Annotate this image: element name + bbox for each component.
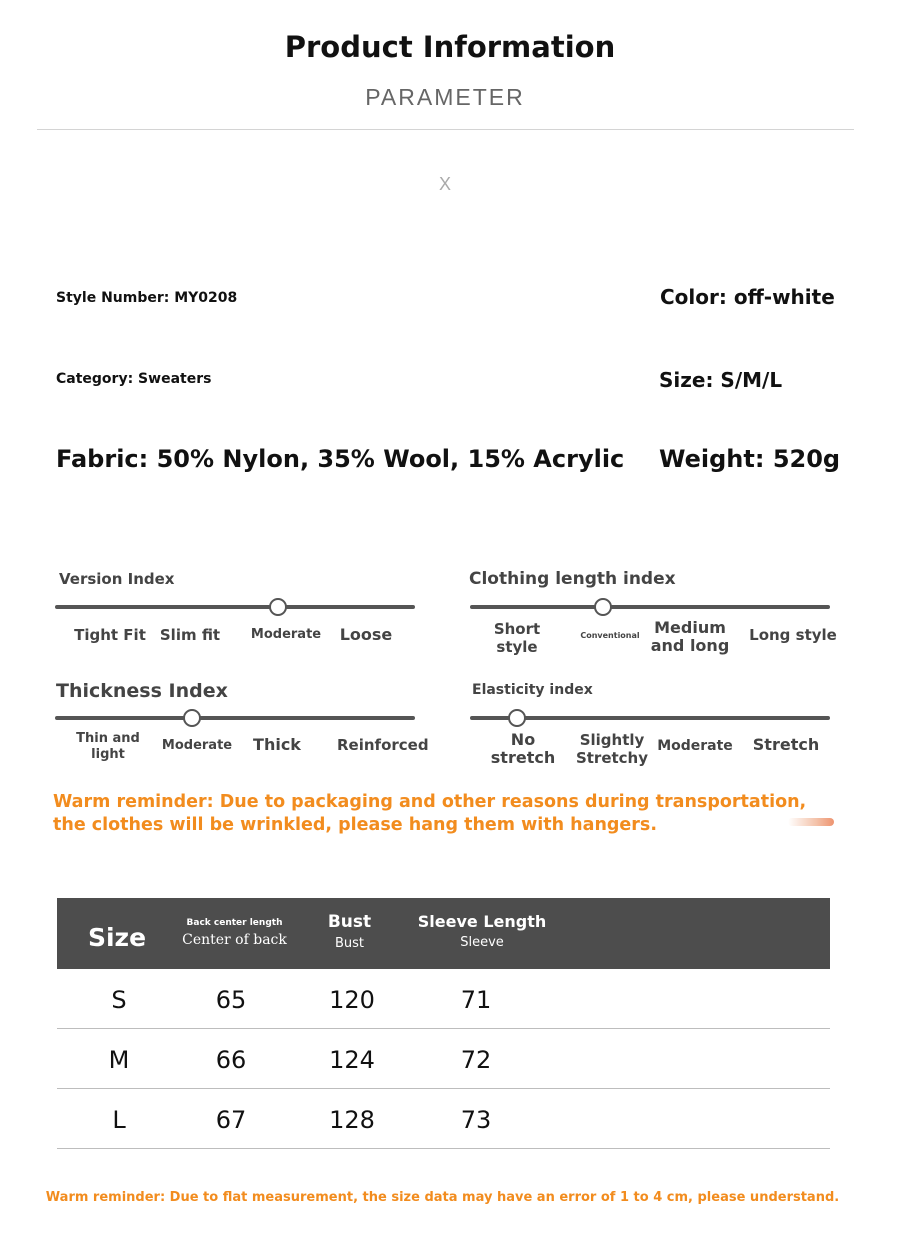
cell-size: M [108,1046,130,1074]
header-bust [312,912,387,951]
elasticity-index-title: Elasticity index [472,682,593,698]
decorative-brush-stroke [788,818,834,826]
cell-size: S [111,986,127,1014]
warm-reminder [53,791,833,837]
cell-sleeve: 71 [460,986,492,1014]
page-title: Product Information [284,30,616,64]
header-sleeve [412,912,552,950]
cell-size: L [112,1106,126,1134]
thickness-label-moderate: Moderate [161,738,233,753]
header-bust-sub: Bust [334,936,365,951]
cell-bust: 128 [329,1106,375,1134]
category-info: Category: Sweaters [56,371,212,387]
header-back-length-sub: Center of back [182,932,287,948]
version-label-tight: Tight Fit [74,626,146,644]
elasticity-label-slight: Slightly Stretchy [575,731,649,767]
header-size: Size [87,923,147,952]
thickness-label-reinforced: Reinforced [337,736,429,754]
header-bust-top: Bust [327,912,372,932]
page-subtitle: PARAMETER [365,84,525,110]
thickness-index-track [55,716,415,720]
thickness-label-thin: Thin and light [76,731,140,762]
cell-back: 67 [215,1106,247,1134]
style-number: Style Number: MY0208 [56,290,238,306]
cell-sleeve: 72 [460,1046,492,1074]
table-row [57,1029,830,1089]
version-label-moderate: Moderate [250,627,322,642]
thickness-index-title: Thickness Index [56,680,228,702]
version-index-title: Version Index [59,570,175,588]
size-table [57,898,830,1149]
length-index-title: Clothing length index [469,569,676,589]
length-label-medium-long: Medium and long [650,618,730,655]
header-sleeve-top: Sleeve Length [417,912,547,931]
version-index-knob [269,598,287,616]
warm-reminder-line-1: Warm reminder: Due to packaging and other reasons during transportation, [53,792,807,812]
size-table-header [57,898,830,969]
table-row [57,1089,830,1149]
elasticity-label-moderate: Moderate [657,738,733,754]
header-back-length-top: Back center length [186,918,283,928]
thickness-index-knob [183,709,201,727]
thickness-label-thick: Thick [253,735,301,754]
length-label-conventional: Conventional [580,631,640,640]
length-label-long: Long style [749,626,837,644]
header-sleeve-sub: Sleeve [460,935,504,950]
cell-bust: 124 [329,1046,375,1074]
cell-sleeve: 73 [460,1106,492,1134]
elasticity-label-none: No stretch [490,730,556,767]
elasticity-label-stretch: Stretch [752,735,820,754]
length-index-knob [594,598,612,616]
version-index-track [55,605,415,609]
cell-back: 65 [215,986,247,1014]
weight-info: Weight: 520g [659,445,841,473]
table-row [57,969,830,1029]
length-index-track [470,605,830,609]
version-label-loose: Loose [339,625,393,644]
measurement-footnote: Warm reminder: Due to flat measurement, the size data may have an error of 1 to 4 cm, please understand. [45,1190,840,1205]
cell-bust: 120 [329,986,375,1014]
cell-back: 66 [215,1046,247,1074]
size-info: Size: S/M/L [659,368,783,392]
elasticity-index-knob [508,709,526,727]
close-mark: X [438,174,451,194]
header-back-length [172,918,297,948]
version-label-slim: Slim fit [159,626,221,644]
header-divider [37,129,854,130]
fabric-info: Fabric: 50% Nylon, 35% Wool, 15% Acrylic [56,445,625,473]
warm-reminder-line-2: the clothes will be wrinkled, please hang them with hangers. [53,815,657,835]
color-info: Color: off-white [660,285,835,309]
length-label-short: Short style [493,620,541,656]
